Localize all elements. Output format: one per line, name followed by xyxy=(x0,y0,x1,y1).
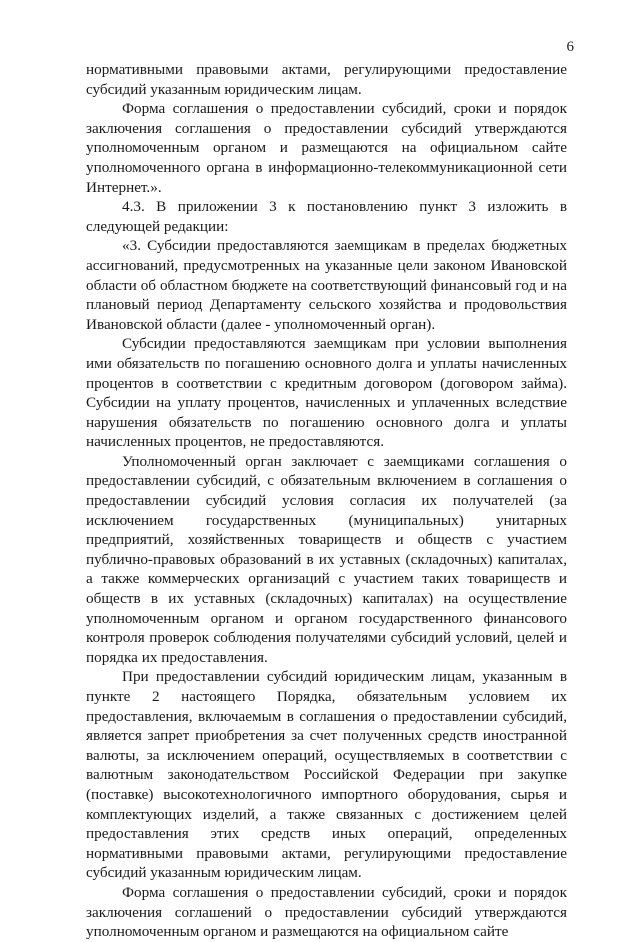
paragraph-agreement-form-2: Форма соглашения о предоставлении субсидий, сроки и порядок заключения соглашений о предоставлении субсидий утверждаются уполномоченным органом и размещаются на официальном сайте xyxy=(86,883,567,941)
paragraph-continuation: нормативными правовыми актами, регулирующими предоставление субсидий указанным юридическим лицам. xyxy=(86,61,567,98)
paragraph-legal-entities: При предоставлении субсидий юридическим лицам, указанным в пункте 2 настоящего Порядка, обязательным условием их предоставления, включаемым в соглашения о предоставлении субсидий, является запрет приобретения за счет полученных средств иностранной валюты, за исключением операций, осуществляемых в соответствии с валютным законодательством Российской Федерации при закупке (поставке) высокотехнологичного импортного оборудования, сырья и комплектующих изделий, а также связанных с достижением целей предоставления этих средств иных операций, определенных нормативными правовыми актами, регулирующими предоставление субсидий указанным юридическим лицам. xyxy=(86,668,567,882)
page-number: 6 xyxy=(566,39,574,55)
document-body xyxy=(86,60,567,942)
paragraph-authorized-body: Уполномоченный орган заключает с заемщиками соглашения о предоставлении субсидий, с обязательным включением в соглашения о предоставлении субсидий условия согласия их получателей (за исключением государственных (муниципальных) унитарных предприятий, хозяйственных товариществ и обществ с участием публично-правовых образований в их уставных (складочных) капиталах, а также коммерческих организаций с участием таких товариществ и обществ в их уставных (складочных) капиталах) на осуществление уполномоченным органом и органом государственного финансового контроля проверок соблюдения получателями субсидий условий, целей и порядка их предоставления. xyxy=(86,452,567,666)
paragraph-item-3: «3. Субсидии предоставляются заемщикам в пределах бюджетных ассигнований, предусмотренных на указанные цели законом Ивановской области об областном бюджете на соответствующий финансовый год и на плановый период Департаменту сельского хозяйства и продовольствия Ивановской области (далее - уполномоченный орган). xyxy=(86,237,567,333)
paragraph-amendment-4-3: 4.3. В приложении 3 к постановлению пункт 3 изложить в следующей редакции: xyxy=(86,198,567,235)
paragraph-subsidy-conditions: Субсидии предоставляются заемщикам при условии выполнения ими обязательств по погашению основного долга и уплаты начисленных процентов в соответствии с кредитным договором (договором займа). Субсидии на уплату процентов, начисленных и уплаченных вследствие нарушения обязательств по погашению основного долга и уплаты начисленных процентов, не предоставляются. xyxy=(86,335,567,451)
paragraph-agreement-form: Форма соглашения о предоставлении субсидий, сроки и порядок заключения соглашения о предоставлении субсидий утверждаются уполномоченным органом и размещаются на официальном сайте уполномоченного органа в информационно-телекоммуникационной сети Интернет.». xyxy=(86,100,567,196)
